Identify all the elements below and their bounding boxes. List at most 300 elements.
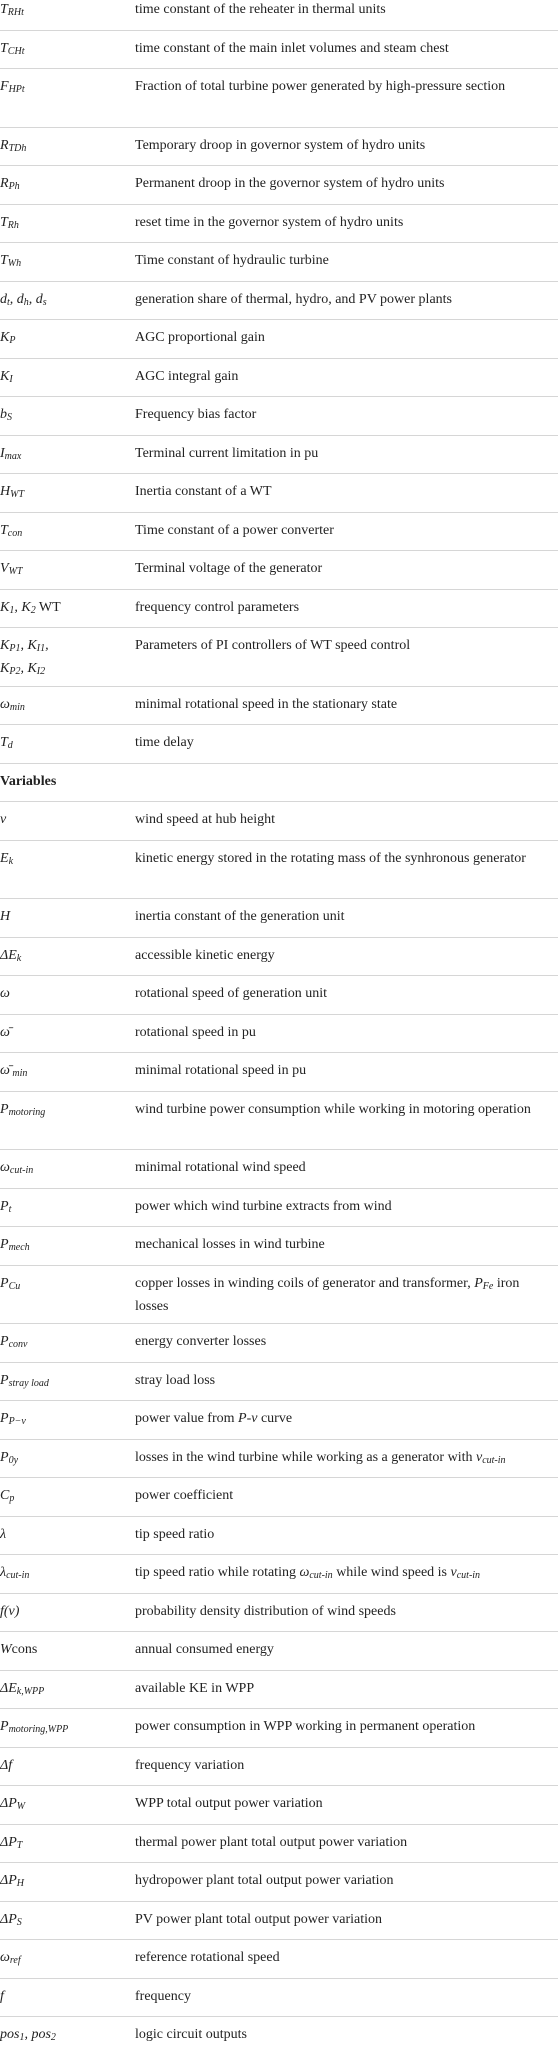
description-text: minimal rotational speed in the stationary state	[135, 696, 398, 712]
description-text: curve	[257, 1411, 293, 1426]
row-divider	[0, 1323, 558, 1324]
description-text: Frequency bias factor	[135, 407, 257, 422]
row-divider	[0, 1516, 558, 1517]
symbol-text: E	[0, 850, 9, 866]
description	[135, 174, 550, 194]
symbol-text: cons	[11, 1642, 38, 1657]
description-text: reference rotational speed	[135, 1950, 280, 1965]
row-divider	[0, 1785, 558, 1786]
description-text: rotational speed of generation unit	[135, 986, 328, 1001]
symbol	[0, 1717, 128, 1740]
description	[135, 1061, 550, 1081]
description-text: frequency control parameters	[135, 599, 300, 615]
description	[135, 907, 550, 927]
description	[135, 559, 550, 579]
subscript-text: P	[9, 335, 16, 346]
subscript-text: I1	[36, 643, 46, 654]
symbol-text: , K	[20, 638, 37, 653]
description-text: while wind speed is	[332, 1565, 451, 1580]
subscript-text: t	[8, 1203, 12, 1215]
description-text: v	[475, 1449, 483, 1465]
row-divider	[0, 204, 558, 205]
symbol-text: K	[0, 599, 10, 615]
description-text: WPP total output power variation	[135, 1796, 323, 1811]
description-text: ω	[299, 1565, 310, 1580]
symbol-text: T	[0, 522, 8, 538]
row-divider	[0, 1188, 558, 1189]
symbol-text: , pos	[24, 2027, 51, 2042]
description-text: Temporary droop in governor system of hydro units	[135, 137, 426, 153]
description-text: mechanical losses in wind turbine	[135, 1237, 325, 1252]
symbol	[0, 213, 128, 236]
symbol	[0, 136, 128, 159]
description	[135, 1794, 550, 1814]
description	[135, 0, 550, 20]
description	[135, 1486, 550, 1506]
row-divider	[0, 1747, 558, 1748]
description	[135, 1274, 550, 1317]
symbol-text: b	[0, 407, 7, 422]
description	[135, 849, 550, 869]
subscript-text: P1	[9, 643, 21, 654]
description-text: available KE in WPP	[135, 1680, 255, 1696]
description-text: Terminal voltage of the generator	[135, 561, 323, 576]
description-text: time delay	[135, 735, 194, 750]
row-divider	[0, 358, 558, 359]
description	[135, 1640, 550, 1660]
subscript-text: 2	[50, 2032, 56, 2043]
description	[135, 482, 550, 502]
description-text: power which wind turbine extracts from wind	[135, 1198, 392, 1214]
symbol-text: T	[0, 214, 8, 230]
description	[135, 946, 550, 966]
symbol	[0, 1061, 128, 1084]
row-divider	[0, 1265, 558, 1266]
description	[135, 1987, 550, 2007]
subscript-text: P2	[9, 666, 21, 677]
row-divider	[0, 550, 558, 551]
symbol	[0, 1235, 128, 1258]
description-text: accessible kinetic energy	[135, 947, 275, 963]
description-text: cut-in	[456, 1570, 481, 1581]
symbol-text: , K	[14, 599, 31, 615]
symbol	[0, 174, 128, 197]
symbol	[0, 1448, 128, 1471]
symbol	[0, 984, 128, 1004]
subscript-text: HPt	[8, 84, 25, 95]
description-text: Time constant of a power converter	[135, 522, 334, 538]
symbol-text: d	[0, 291, 7, 307]
symbol	[0, 1371, 128, 1394]
symbol-text: ω̄	[0, 1063, 10, 1078]
description-text: power coefficient	[135, 1488, 234, 1503]
symbol	[0, 1563, 128, 1586]
row-divider	[0, 1052, 558, 1053]
row-divider	[0, 1593, 558, 1594]
description	[135, 1235, 550, 1255]
symbol-text: λ	[0, 1565, 7, 1580]
subscript-text: p	[9, 1493, 15, 1504]
symbol-text: v	[0, 812, 7, 827]
row-divider	[0, 1862, 558, 1863]
symbol-text: P	[0, 1237, 9, 1252]
description	[135, 695, 550, 715]
subscript-text: I2	[36, 666, 46, 677]
row-divider	[0, 396, 558, 397]
row-divider	[0, 1439, 558, 1440]
symbol	[0, 251, 128, 274]
description	[135, 2025, 550, 2045]
symbol	[0, 1525, 128, 1545]
row-divider	[0, 1939, 558, 1940]
description	[135, 444, 550, 464]
symbol-text: F	[0, 79, 9, 94]
symbol	[0, 1871, 128, 1894]
symbol-text: ΔP	[0, 1834, 17, 1850]
description-text: tip speed ratio	[135, 1526, 215, 1542]
symbol	[0, 1023, 128, 1043]
description	[135, 1525, 550, 1545]
description	[135, 251, 550, 271]
symbol-text: K	[0, 330, 10, 345]
description	[135, 1371, 550, 1391]
subscript-text: WT	[10, 489, 25, 500]
description-text: minimal rotational wind speed	[135, 1160, 306, 1175]
description-text: Permanent droop in the governor system of hydro units	[135, 176, 445, 191]
subscript-text: I	[9, 373, 13, 385]
row-divider	[0, 1226, 558, 1227]
description-text: frequency	[135, 1988, 191, 2004]
row-divider	[0, 975, 558, 976]
symbol	[0, 1602, 128, 1622]
description-text: probability density distribution of wind speeds	[135, 1603, 396, 1619]
description	[135, 636, 550, 656]
symbol	[0, 0, 128, 23]
description	[135, 1100, 550, 1120]
subscript-text: Cu	[8, 1280, 21, 1292]
symbol-text: T	[0, 253, 8, 268]
symbol-text: Δf	[0, 1757, 13, 1773]
symbol	[0, 405, 128, 428]
description	[135, 290, 550, 310]
symbol-text: ,	[45, 638, 49, 653]
subscript-text: cut-in	[9, 1165, 34, 1176]
description	[135, 136, 550, 156]
row-divider	[0, 686, 558, 687]
symbol-text: ω	[0, 1160, 10, 1175]
description-text: energy converter losses	[135, 1334, 267, 1349]
subscript-text: 0y	[8, 1454, 19, 1466]
description-text: iron losses	[135, 1275, 520, 1314]
symbol-text: T	[0, 735, 8, 750]
subscript-text: k,WPP	[16, 1685, 45, 1697]
subscript-text: con	[7, 527, 23, 539]
subscript-text: d	[7, 740, 13, 751]
subscript-text: min	[9, 1068, 28, 1079]
subscript-text: mech	[8, 1242, 30, 1253]
symbol-text: K	[0, 368, 10, 384]
description	[135, 1910, 550, 1930]
row-divider	[0, 801, 558, 802]
description-text: rotational speed in pu	[135, 1024, 256, 1040]
subscript-text: conv	[8, 1339, 28, 1350]
symbol-text: P	[0, 1198, 9, 1214]
row-divider	[0, 512, 558, 513]
description	[135, 1717, 550, 1737]
subscript-text: WT	[8, 566, 23, 577]
symbol	[0, 77, 128, 100]
symbol-text: P	[0, 1334, 9, 1349]
description-text: thermal power plant total output power variation	[135, 1834, 408, 1850]
description	[135, 1332, 550, 1352]
description-text: AGC proportional gain	[135, 330, 265, 345]
row-divider	[0, 724, 558, 725]
subscript-text: 2	[30, 604, 36, 616]
symbol	[0, 1100, 128, 1123]
symbol-text: H	[0, 484, 11, 499]
description	[135, 77, 550, 97]
description	[135, 1158, 550, 1178]
symbol-text: WT	[35, 599, 61, 615]
row-divider	[0, 1014, 558, 1015]
subscript-text: S	[7, 412, 12, 423]
description-text: power consumption in WPP working in permanent operation	[135, 1719, 476, 1734]
row-divider	[0, 937, 558, 938]
symbol-text: P	[0, 1719, 9, 1734]
description-text: Terminal current limitation in pu	[135, 445, 319, 461]
symbol	[0, 1409, 128, 1432]
section-heading: Variables	[0, 773, 57, 789]
symbol	[0, 598, 128, 621]
description	[135, 521, 550, 541]
symbol	[0, 1274, 128, 1297]
description	[135, 1023, 550, 1043]
description	[135, 213, 550, 233]
symbol-text: V	[0, 561, 9, 576]
symbol	[0, 482, 128, 505]
row-divider	[0, 473, 558, 474]
row-divider	[0, 1978, 558, 1979]
symbol-text: P	[0, 1449, 9, 1465]
symbol-text: R	[0, 137, 9, 153]
symbol-text: λ	[0, 1526, 7, 1542]
row-divider	[0, 840, 558, 841]
symbol	[0, 290, 128, 313]
subscript-text: T	[16, 1839, 23, 1851]
symbol	[0, 636, 128, 682]
row-divider	[0, 281, 558, 282]
subscript-text: s	[42, 296, 47, 308]
symbol-text: P	[0, 1275, 9, 1291]
subscript-text: Ph	[8, 181, 20, 192]
row-divider	[0, 898, 558, 899]
description-text: P	[474, 1275, 483, 1291]
description-text: Fe	[482, 1280, 494, 1292]
description	[135, 1448, 550, 1471]
description-text: minimal rotational speed in pu	[135, 1063, 307, 1078]
description	[135, 1409, 550, 1429]
row-divider	[0, 1824, 558, 1825]
description	[135, 1871, 550, 1891]
symbol-text: ΔE	[0, 1680, 17, 1696]
symbol-text: ω	[0, 1950, 10, 1965]
symbol-text: ΔP	[0, 1796, 17, 1811]
subscript-text: stray load	[8, 1377, 49, 1389]
symbol-text: , K	[20, 661, 37, 676]
row-divider	[0, 1362, 558, 1363]
subscript-text: min	[9, 701, 25, 713]
symbol	[0, 1794, 128, 1817]
subscript-text: H	[16, 1878, 25, 1889]
description-text: wind speed at hub height	[135, 812, 275, 827]
symbol-text: P	[0, 1411, 9, 1426]
symbol-text: R	[0, 176, 9, 191]
subscript-text: 1	[19, 2032, 25, 2043]
symbol-text: pos	[0, 2027, 20, 2042]
subscript-text: h	[23, 296, 29, 308]
subscript-text: Rh	[7, 219, 19, 231]
symbol-text: H	[0, 909, 11, 924]
description	[135, 367, 550, 387]
description-text: PV power plant total output power variation	[135, 1911, 383, 1927]
symbol	[0, 328, 128, 351]
symbol-text: P	[0, 1372, 9, 1388]
description	[135, 1563, 550, 1586]
subscript-text: k	[8, 855, 14, 867]
symbol	[0, 2025, 128, 2048]
symbol	[0, 444, 128, 467]
row-divider	[0, 30, 558, 31]
description	[135, 1948, 550, 1968]
description-text: time constant of the main inlet volumes and steam chest	[135, 40, 449, 56]
subscript-text: W	[16, 1801, 26, 1812]
symbol	[0, 733, 128, 756]
description-text: cut-in	[309, 1570, 333, 1581]
description-text: hydropower plant total output power variation	[135, 1873, 394, 1888]
row-divider	[0, 1901, 558, 1902]
symbol-text: f	[0, 1988, 4, 2004]
row-divider	[0, 1708, 558, 1709]
row-divider	[0, 165, 558, 166]
subscript-text: motoring,WPP	[8, 1724, 69, 1735]
symbol-text: ω	[0, 986, 10, 1001]
row-divider	[0, 435, 558, 436]
row-divider	[0, 1149, 558, 1150]
symbol	[0, 1640, 128, 1660]
description	[135, 405, 550, 425]
symbol-text: ω̄	[0, 1024, 10, 1040]
description-text: stray load loss	[135, 1372, 216, 1388]
description-text: frequency variation	[135, 1757, 245, 1773]
description	[135, 1602, 550, 1622]
description-text: losses in the wind turbine while working as a generator with	[135, 1449, 476, 1465]
symbol-text: T	[0, 2, 8, 17]
symbol	[0, 907, 128, 927]
row-divider	[0, 2016, 558, 2017]
description-text: Fraction of total turbine power generated by high-pressure section	[135, 79, 506, 94]
symbol-text: P	[0, 1101, 9, 1117]
symbol-text: K	[0, 638, 10, 653]
description-text: wind turbine power consumption while working in motoring operation	[135, 1101, 531, 1117]
description-text: copper losses in winding coils of generator and transformer,	[135, 1275, 475, 1291]
symbol	[0, 1910, 128, 1933]
subscript-text: Wh	[7, 258, 22, 269]
description-text: Inertia constant of a WT	[135, 484, 272, 499]
symbol	[0, 1679, 128, 1702]
description	[135, 1833, 550, 1853]
symbol-text: ΔP	[0, 1873, 17, 1888]
symbol	[0, 1158, 128, 1181]
subscript-text: TDh	[8, 142, 27, 154]
symbol-text: C	[0, 1488, 10, 1503]
subscript-text: k	[16, 952, 22, 964]
row-divider	[0, 1477, 558, 1478]
subscript-text: P−v	[8, 1416, 26, 1427]
description-text: kinetic energy stored in the rotating mass of the synhronous generator	[135, 850, 526, 866]
description	[135, 1679, 550, 1699]
symbol	[0, 695, 128, 718]
subscript-text: ref	[9, 1955, 21, 1966]
subscript-text: 1	[9, 604, 15, 616]
symbol	[0, 1486, 128, 1509]
subscript-text: max	[4, 450, 22, 462]
description-text: generation share of thermal, hydro, and PV power plants	[135, 291, 452, 307]
row-divider	[0, 627, 558, 628]
description-text: AGC integral gain	[135, 368, 239, 384]
description-text: time constant of the reheater in thermal units	[135, 2, 386, 17]
subscript-text: RHt	[7, 7, 24, 18]
description	[135, 810, 550, 830]
row-divider	[0, 1091, 558, 1092]
description	[135, 1197, 550, 1217]
row-divider	[0, 589, 558, 590]
description	[135, 984, 550, 1004]
description-text: power value from	[135, 1411, 239, 1426]
description	[135, 598, 550, 618]
symbol-text: ω	[0, 696, 10, 712]
description-text: annual consumed energy	[135, 1642, 274, 1657]
description-text: inertia constant of the generation unit	[135, 909, 345, 924]
symbol	[0, 1332, 128, 1355]
subscript-text: S	[16, 1916, 22, 1928]
description	[135, 733, 550, 753]
row-divider	[0, 68, 558, 69]
symbol-text: K	[0, 661, 10, 676]
symbol	[0, 1987, 128, 2007]
description-text: logic circuit outputs	[135, 2027, 247, 2042]
row-divider	[0, 1631, 558, 1632]
row-divider	[0, 242, 558, 243]
symbol-text: , d	[9, 291, 24, 307]
symbol-text: ΔP	[0, 1911, 17, 1927]
row-divider	[0, 127, 558, 128]
symbol-text: ΔE	[0, 947, 17, 963]
symbol	[0, 367, 128, 390]
symbol-text: f(v)	[0, 1603, 20, 1619]
description	[135, 1756, 550, 1776]
symbol	[0, 39, 128, 62]
symbol	[0, 849, 128, 872]
subscript-text: cut-in	[6, 1570, 30, 1581]
description-text: tip speed ratio while rotating	[135, 1565, 300, 1580]
symbol	[0, 1756, 128, 1776]
row-divider	[0, 319, 558, 320]
description-text: v	[450, 1565, 457, 1580]
description-text: P-v	[238, 1411, 258, 1426]
row-divider	[0, 763, 558, 764]
symbol	[0, 1197, 128, 1220]
symbol	[0, 521, 128, 544]
